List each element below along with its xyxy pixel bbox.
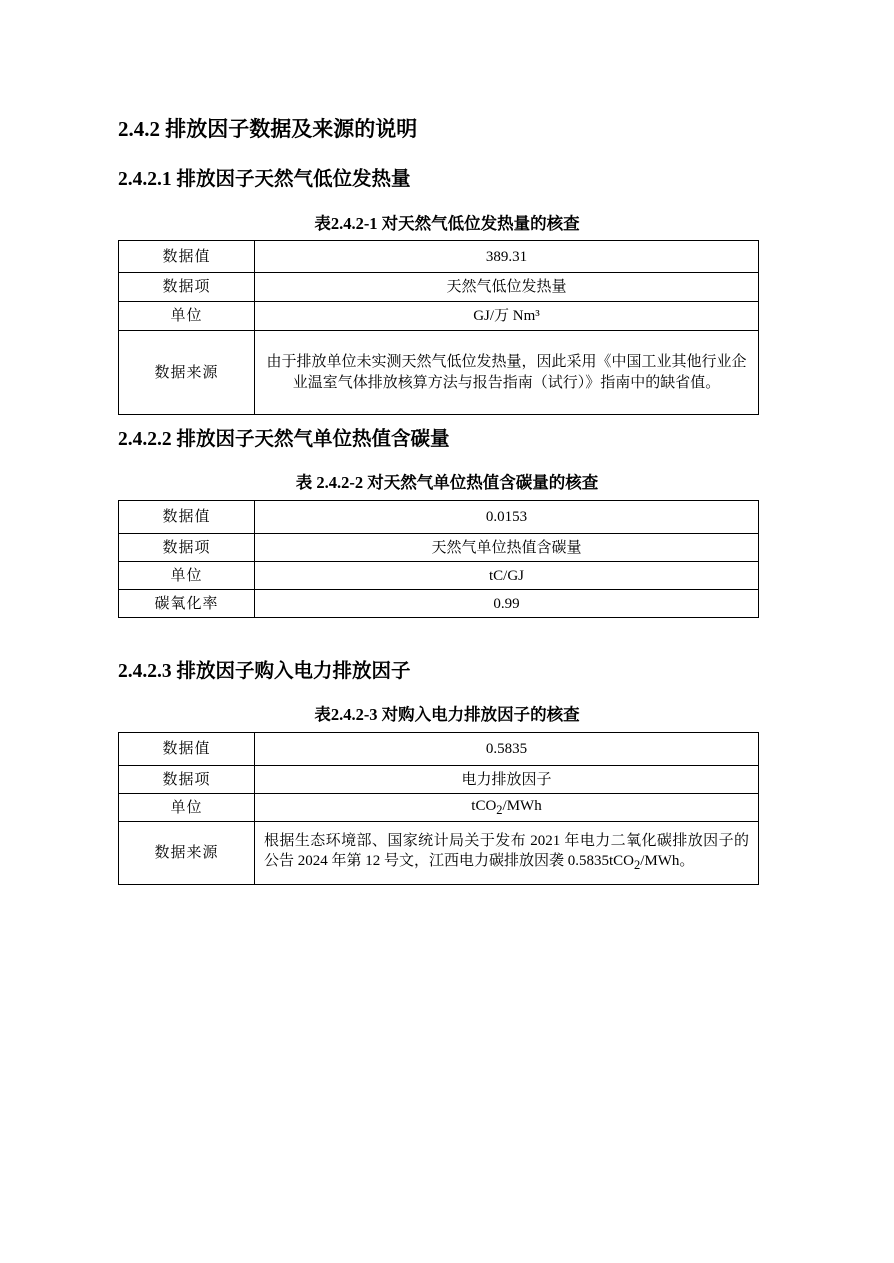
section-heading-2-4-2-1: 2.4.2.1 排放因子天然气低位发热量 xyxy=(118,169,411,190)
row-key: 数据值 xyxy=(119,733,255,766)
table-row xyxy=(119,534,759,562)
row-key: 数据来源 xyxy=(119,331,255,415)
row-key: 单位 xyxy=(119,302,255,331)
table-row xyxy=(119,733,759,766)
row-value: 0.0153 xyxy=(255,501,759,534)
table-purchased-electricity-emission-factor xyxy=(118,732,759,885)
table-caption-2-4-2-3: 表2.4.2-3 对购入电力排放因子的核查 xyxy=(314,705,580,724)
table-natural-gas-calorific-value xyxy=(118,240,759,415)
row-value xyxy=(255,794,759,822)
section-heading-2-4-2-2: 2.4.2.2 排放因子天然气单位热值含碳量 xyxy=(118,429,450,450)
row-value: 0.99 xyxy=(255,590,759,618)
table-row xyxy=(119,766,759,794)
row-key: 数据项 xyxy=(119,273,255,302)
section-heading-2-4-2: 2.4.2 排放因子数据及来源的说明 xyxy=(118,117,418,141)
table-row xyxy=(119,273,759,302)
source-subscript: 2 xyxy=(634,858,641,872)
row-key: 单位 xyxy=(119,562,255,590)
source-text: 根据生态环境部、国家统计局关于发布 2021 年电力二氧化碳排放因子的公告 2024 年第 12 号文，江西电力碳排放因袭 0.5835tCO xyxy=(264,833,749,869)
section-heading-2-4-2-3: 2.4.2.3 排放因子购入电力排放因子 xyxy=(118,661,411,682)
row-value: 0.5835 xyxy=(255,733,759,766)
row-value: GJ/万 Nm³ xyxy=(255,302,759,331)
row-key: 单位 xyxy=(119,794,255,822)
row-key: 碳氧化率 xyxy=(119,590,255,618)
row-value: 天然气单位热值含碳量 xyxy=(255,534,759,562)
row-key: 数据值 xyxy=(119,501,255,534)
unit-subscript: 2 xyxy=(496,802,503,817)
row-key: 数据项 xyxy=(119,766,255,794)
row-value: 天然气低位发热量 xyxy=(255,273,759,302)
unit-suffix: /MWh xyxy=(502,797,542,814)
row-value xyxy=(255,822,759,885)
table-row xyxy=(119,562,759,590)
row-value: 389.31 xyxy=(255,241,759,273)
row-key: 数据项 xyxy=(119,534,255,562)
table-row xyxy=(119,590,759,618)
table-row xyxy=(119,331,759,415)
row-value: 电力排放因子 xyxy=(255,766,759,794)
table-row xyxy=(119,794,759,822)
source-suffix: /MWh。 xyxy=(640,853,695,869)
row-key: 数据来源 xyxy=(119,822,255,885)
row-value: tC/GJ xyxy=(255,562,759,590)
table-row xyxy=(119,241,759,273)
table-row xyxy=(119,302,759,331)
table-natural-gas-carbon-content xyxy=(118,500,759,618)
row-key: 数据值 xyxy=(119,241,255,273)
unit-prefix: tCO xyxy=(471,797,497,814)
table-row xyxy=(119,501,759,534)
table-caption-2-4-2-2: 表 2.4.2-2 对天然气单位热值含碳量的核查 xyxy=(295,473,599,492)
row-value: 由于排放单位未实测天然气低位发热量，因此采用《中国工业其他行业企业温室气体排放核算方法与报告指南（试行）》指南中的缺省值。 xyxy=(255,331,759,415)
table-row xyxy=(119,822,759,885)
table-caption-2-4-2-1: 表2.4.2-1 对天然气低位发热量的核查 xyxy=(314,214,580,233)
